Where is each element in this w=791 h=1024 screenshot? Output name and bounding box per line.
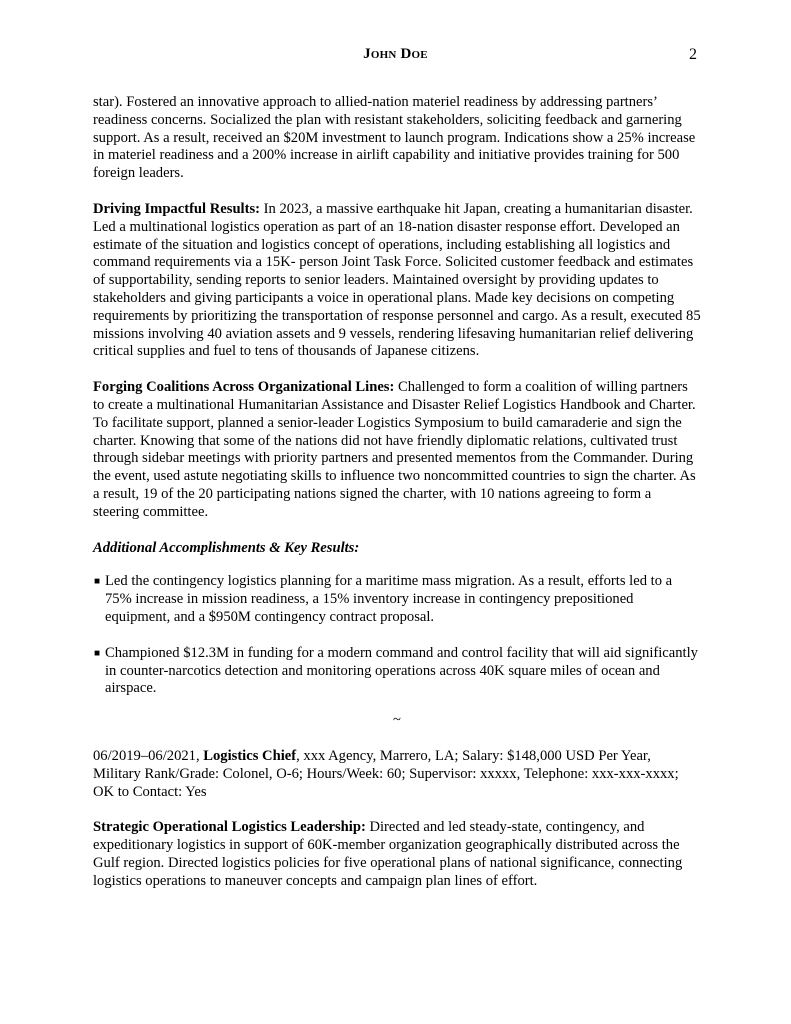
section-driving-results (93, 201, 701, 361)
document-body (93, 94, 701, 908)
section-text: In 2023, a massive earthquake hit Japan, creating a humanitarian disaster. Led a multinational logistics operation as part of an 18-nation disaster response effort. Developed an estimate of the situation and logistics concept of operations, including establishing all logistics and command requirements via a 15K- person Joint Task Force. Solicited customer feedback and estimates of supportability, sending reports to senior leaders. Maintained oversight by providing updates to stakeholders and giving participants a voice in operational plans. Made key decisions on competing requirements by prioritizing the transportation of response personnel and cargo. As a result, executed 85 missions involving 40 aviation assets and 9 vessels, rendering lifesaving humanitarian relief delivering critical supplies and fuel to tens of thousands of Japanese citizens. (93, 200, 701, 360)
section-separator: ~ (393, 712, 401, 729)
section-text: Directed and led steady-state, contingency, and expeditionary logistics in support of 60K-member organization geographically distributed across the Gulf region. Directed logistics policies for five operational plans of national significance, connecting logistics operations to maneuver concepts and campaign plan lines of effort. (93, 819, 683, 889)
additional-heading: Additional Accomplishments & Key Results: (93, 539, 360, 556)
list-item-text: Led the contingency logistics planning for a maritime mass migration. As a result, efforts led to a 75% increase in mission readiness, a 15% inventory increase in contingency prepositioned equipment, and a $950M contingency contract proposal. (105, 573, 673, 625)
section-text: Challenged to form a coalition of willing partners to create a multinational Humanitarian Assistance and Disaster Relief Logistics Handbook and Charter. To facilitate support, planned a senior-leader Logistics Symposium to build camaraderie and sign the charter. Knowing that some of the nations did not have friendly diplomatic relations, cultivated trust through sidebar meetings with priority partners and presented mementos from the Commander. During the event, used astute negotiating skills to influence two noncommitted countries to sign the charter. As a result, 19 of the 20 participating nations signed the charter, with 10 nations agreeing to form a steering committee. (93, 379, 696, 520)
job-dates: 06/2019–06/2021, (93, 747, 204, 764)
header-name: John Doe (363, 46, 428, 62)
job-details: , xxx Agency, Marrero, LA; Salary: $148,000 USD Per Year, Military Rank/Grade: Colonel, O-6; Hours/Week: 60; Supervisor: xxxxx, Telephone: xxx-xxx-xxxx; OK to Contact: Yes (93, 747, 679, 800)
list-item-text: Championed $12.3M in funding for a modern command and control facility that will aid significantly in counter-narcotics detection and monitoring operations across 40K square miles of ocean and airspace. (105, 644, 698, 697)
section-strategic-leadership (93, 819, 701, 890)
square-bullet-icon: ■ (94, 576, 101, 588)
job-entry (93, 748, 701, 801)
list-item (93, 645, 701, 698)
section-title: Driving Impactful Results: (93, 200, 261, 217)
section-title: Forging Coalitions Across Organizational Lines: (93, 379, 395, 396)
square-bullet-icon: ■ (94, 647, 101, 659)
job-title: Logistics Chief (203, 747, 297, 764)
accomplishment-list (93, 573, 701, 698)
intro-paragraph: star). Fostered an innovative approach to allied-nation materiel readiness by addressing partners’ readiness concerns. Socialized the plan with resistant stakeholders, soliciting feedback and garnering support. As a result, received an $20M investment to launch program. Indications show a 25% increase in materiel readiness and a 200% increase in airlift capability and initiative provides training for 500 foreign leaders. (93, 94, 696, 182)
section-title: Strategic Operational Logistics Leadership: (93, 819, 366, 836)
page-number: 2 (689, 46, 697, 63)
section-forging-coalitions (93, 379, 701, 521)
list-item (93, 573, 701, 626)
